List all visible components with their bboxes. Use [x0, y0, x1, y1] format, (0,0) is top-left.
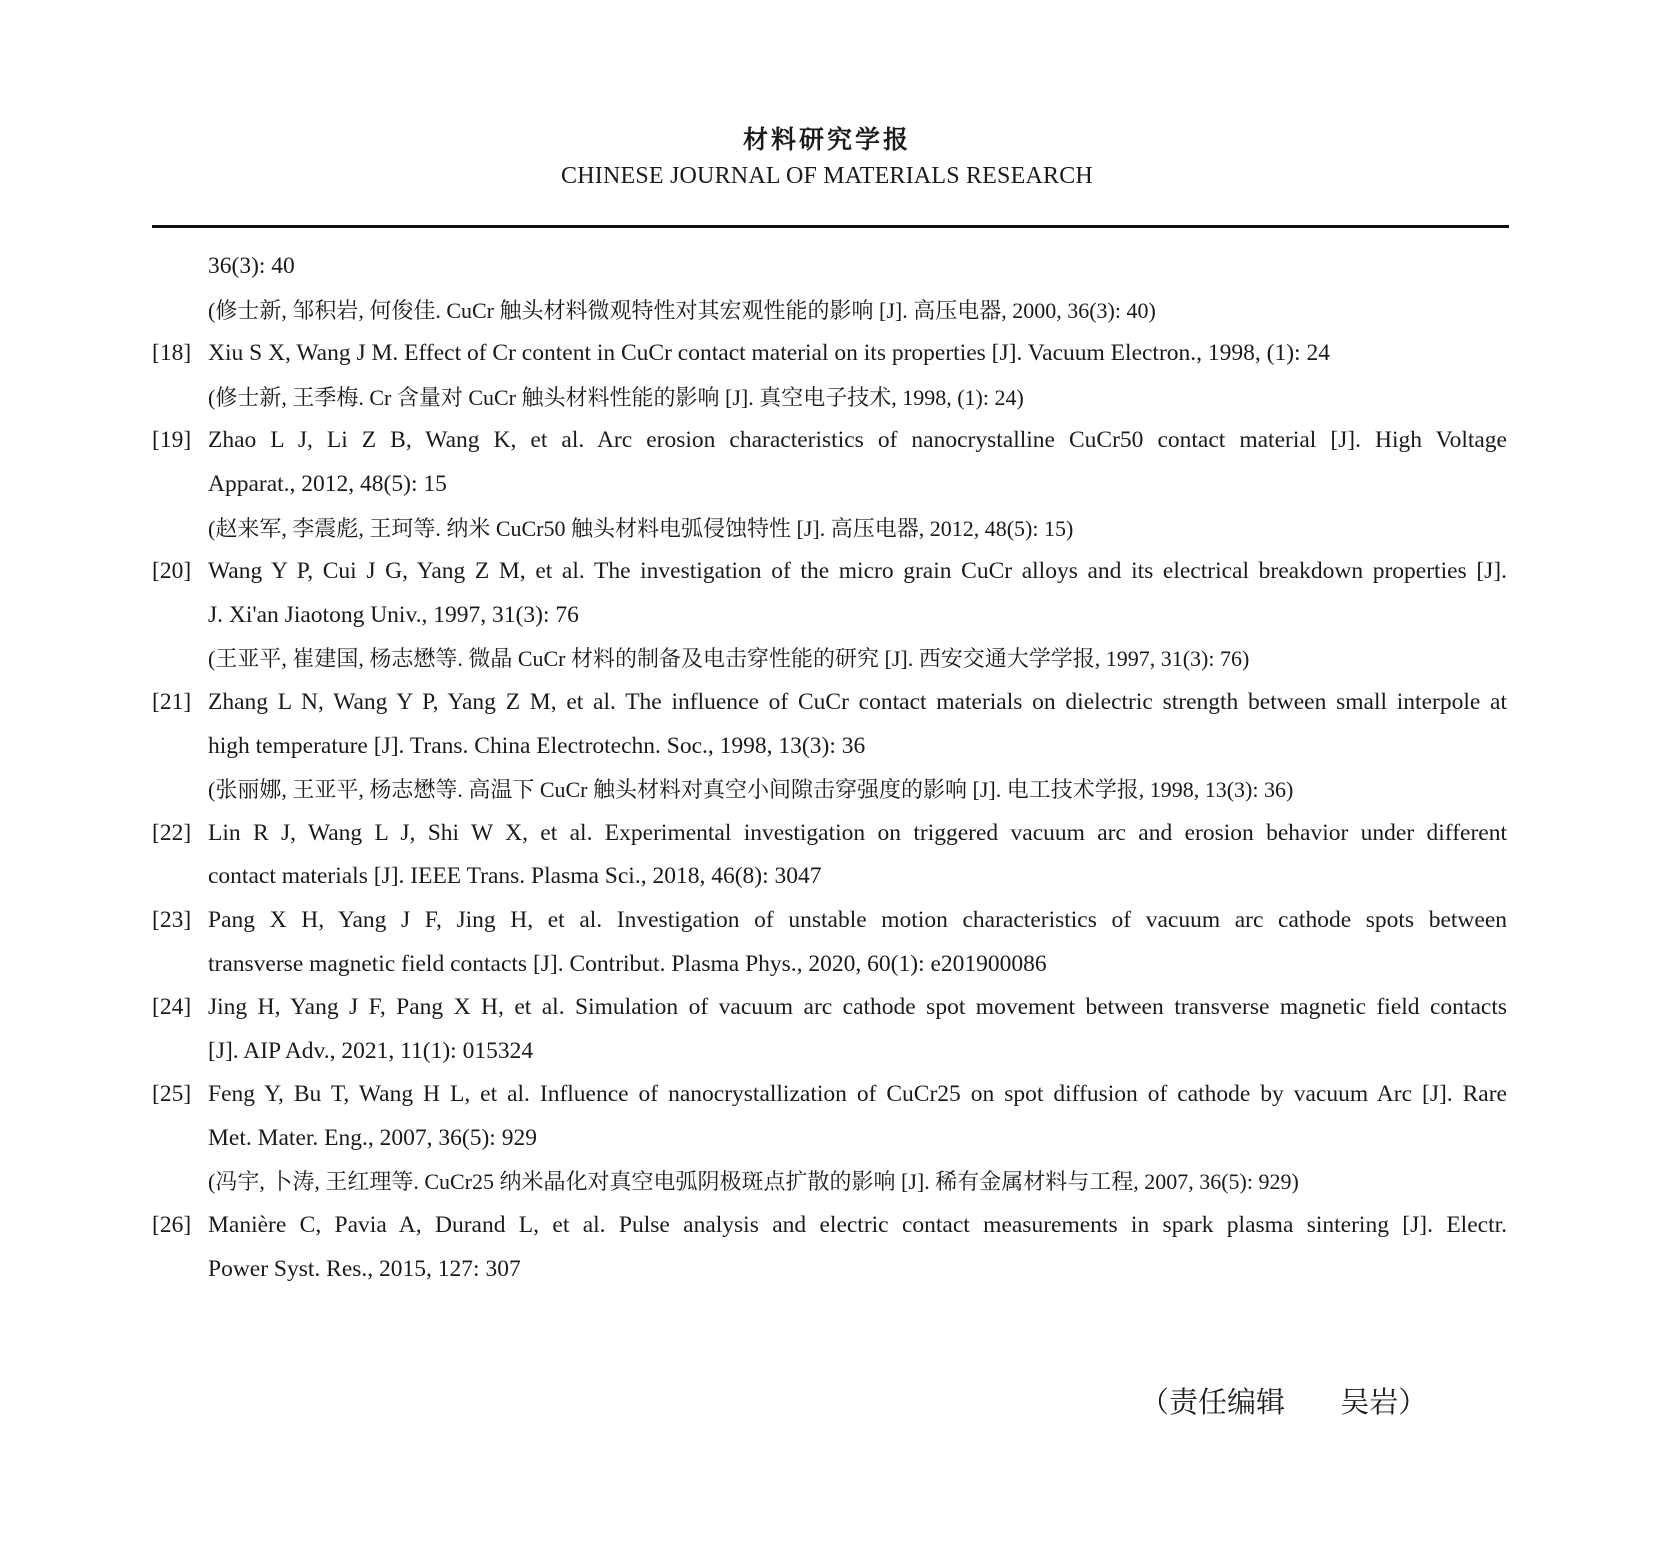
reference-25 [152, 1073, 1507, 1117]
reference-18 [152, 332, 1507, 376]
reference-text: Pang X H, Yang J F, Jing H, et al. Investigation of unstable motion characteristics of vacuum arc cathode spots between [208, 906, 1507, 933]
reference-25-chinese: (冯宇, 卜涛, 王红理等. CuCr25 纳米晶化对真空电弧阴极斑点扩散的影响 [J]. 稀有金属材料与工程, 2007, 36(5): 929) [208, 1169, 1299, 1195]
reference-text: Feng Y, Bu T, Wang H L, et al. Influence of nanocrystallization of CuCr25 on spot diffusion of cathode by vacuum Arc [J]. Rare [208, 1081, 1507, 1108]
reference-21 [152, 681, 1507, 725]
reference-20 [152, 550, 1507, 594]
reference-24 [152, 986, 1507, 1030]
reference-number: [20] [152, 558, 192, 585]
reference-19 [152, 419, 1507, 463]
reference-number: [22] [152, 819, 192, 846]
reference-number: [23] [152, 906, 192, 933]
reference-26-line-2: Power Syst. Res., 2015, 127: 307 [208, 1255, 521, 1282]
reference-text: Xiu S X, Wang J M. Effect of Cr content in CuCr contact material on its properties [J]. Vacuum Electron., 1998, (1): 24 [208, 340, 1330, 367]
reference-number: [24] [152, 994, 192, 1021]
reference-26 [152, 1204, 1507, 1248]
reference-list [152, 245, 1507, 1291]
reference-18-chinese: (修士新, 王季梅. Cr 含量对 CuCr 触头材料性能的影响 [J]. 真空电子技术, 1998, (1): 24) [208, 384, 1024, 410]
reference-number: [21] [152, 688, 192, 715]
reference-number: [26] [152, 1212, 192, 1239]
reference-number: [18] [152, 340, 192, 367]
reference-number: [25] [152, 1081, 192, 1108]
reference-19-chinese: (赵来军, 李震彪, 王珂等. 纳米 CuCr50 触头材料电弧侵蚀特性 [J]. 高压电器, 2012, 48(5): 15) [208, 515, 1074, 541]
reference-22 [152, 812, 1507, 856]
reference-text: Zhang L N, Wang Y P, Yang Z M, et al. The influence of CuCr contact materials on dielectric strength between small interpole at [208, 688, 1507, 715]
reference-text: Wang Y P, Cui J G, Yang Z M, et al. The investigation of the micro grain CuCr alloys and its electrical breakdown properties [J]. [208, 558, 1507, 585]
reference-number: [19] [152, 427, 192, 454]
reference-20-line-2: J. Xi'an Jiaotong Univ., 1997, 31(3): 76 [208, 601, 579, 628]
reference-24-line-2: [J]. AIP Adv., 2021, 11(1): 015324 [208, 1037, 534, 1064]
reference-23-line-2: transverse magnetic field contacts [J]. Contribut. Plasma Phys., 2020, 60(1): e201900086 [208, 950, 1047, 977]
journal-title-en: CHINESE JOURNAL OF MATERIALS RESEARCH [561, 163, 1093, 189]
reference-21-line-2: high temperature [J]. Trans. China Electrotechn. Soc., 1998, 13(3): 36 [208, 732, 866, 759]
reference-text: Zhao L J, Li Z B, Wang K, et al. Arc erosion characteristics of nanocrystalline CuCr50 contact material [J]. High Voltage [208, 427, 1507, 454]
responsible-editor: （责任编辑 吴岩） [1140, 1385, 1428, 1419]
reference-21-chinese: (张丽娜, 王亚平, 杨志懋等. 高温下 CuCr 触头材料对真空小间隙击穿强度的影响 [J]. 电工技术学报, 1998, 13(3): 36) [208, 777, 1294, 803]
reference-23 [152, 899, 1507, 943]
reference-17-chinese: (修士新, 邹积岩, 何俊佳. CuCr 触头材料微观特性对其宏观性能的影响 [J]. 高压电器, 2000, 36(3): 40) [208, 297, 1156, 323]
header-divider [152, 225, 1509, 228]
reference-22-line-2: contact materials [J]. IEEE Trans. Plasma Sci., 2018, 46(8): 3047 [208, 863, 822, 890]
reference-text: Lin R J, Wang L J, Shi W X, et al. Experimental investigation on triggered vacuum arc and erosion behavior under different [208, 819, 1507, 846]
reference-17-continuation: 36(3): 40 [208, 253, 295, 279]
reference-25-line-2: Met. Mater. Eng., 2007, 36(5): 929 [208, 1124, 537, 1151]
journal-title-cn: 材料研究学报 [742, 125, 911, 154]
reference-text: Manière C, Pavia A, Durand L, et al. Pulse analysis and electric contact measurements in spark plasma sintering [J]. Electr. [208, 1212, 1507, 1239]
reference-19-line-2: Apparat., 2012, 48(5): 15 [208, 470, 447, 497]
reference-text: Jing H, Yang J F, Pang X H, et al. Simulation of vacuum arc cathode spot movement between transverse magnetic field contacts [208, 994, 1507, 1021]
reference-20-chinese: (王亚平, 崔建国, 杨志懋等. 微晶 CuCr 材料的制备及电击穿性能的研究 [J]. 西安交通大学学报, 1997, 31(3): 76) [208, 646, 1250, 672]
